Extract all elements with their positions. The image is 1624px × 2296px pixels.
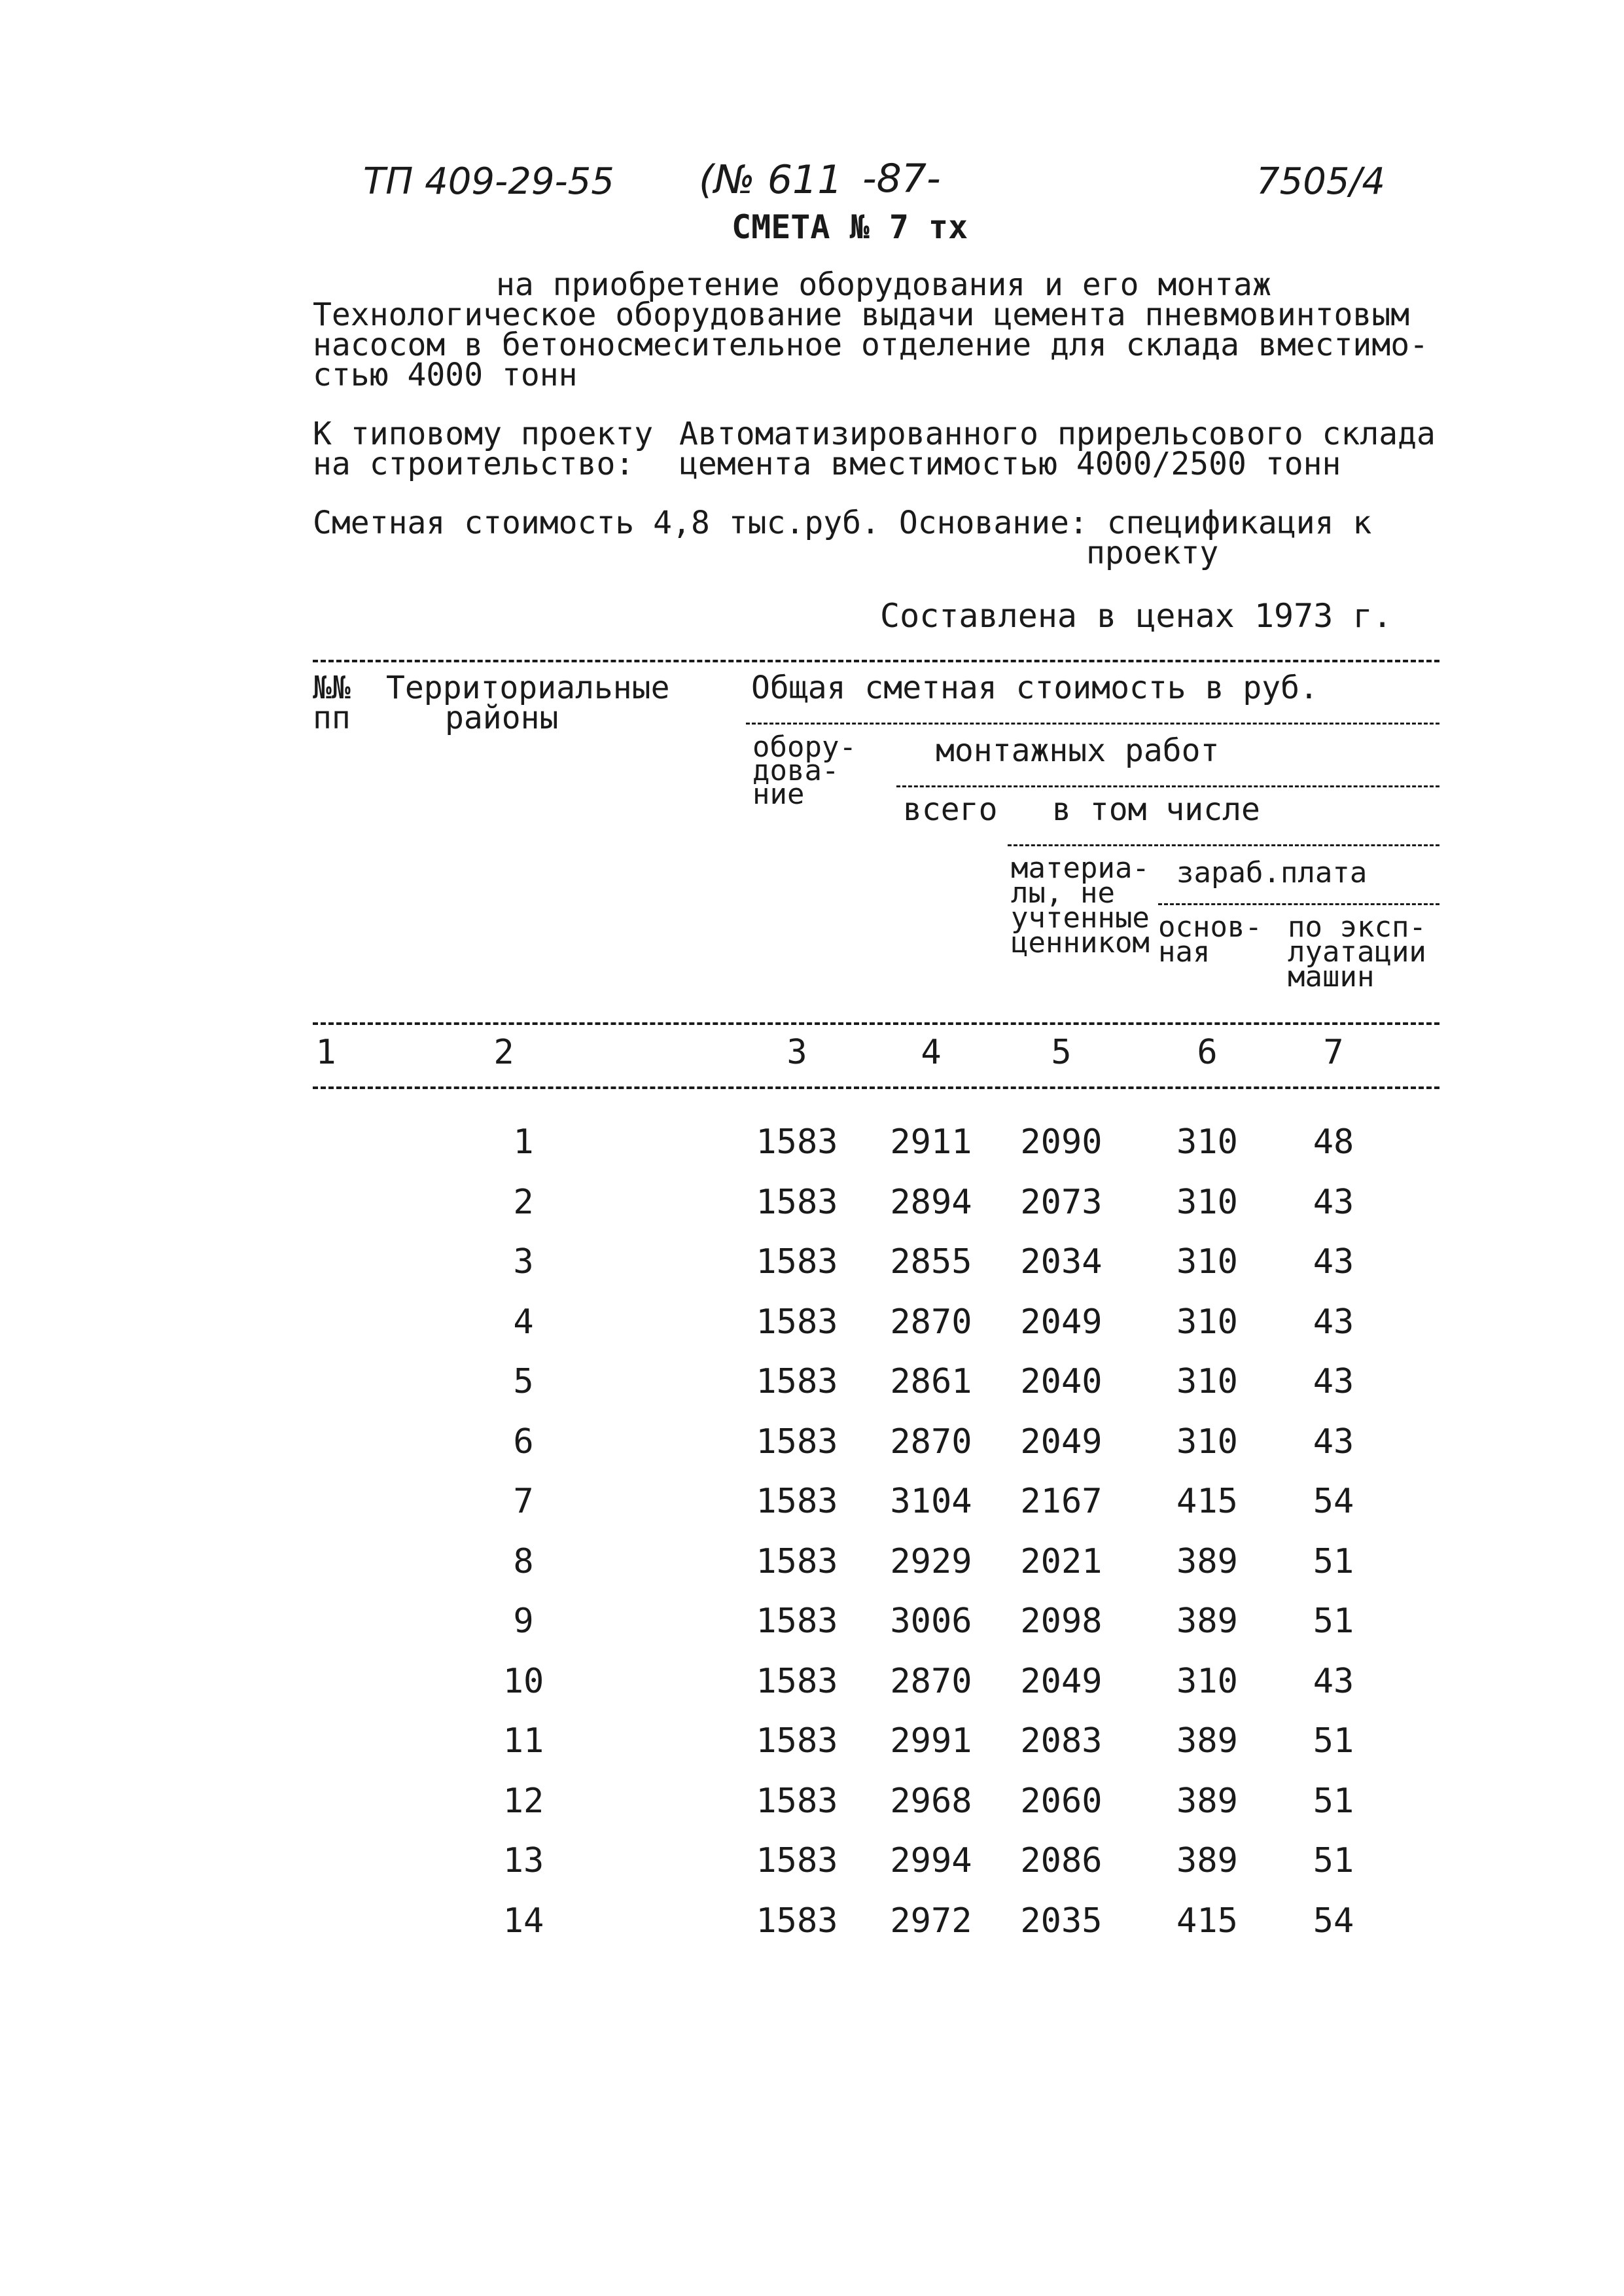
cell-machine-wage: 48 xyxy=(1313,1122,1354,1162)
cell-machine-wage: 43 xyxy=(1313,1661,1354,1701)
header-installation: монтажных работ xyxy=(936,732,1220,769)
cell-region: 11 xyxy=(503,1721,544,1761)
col-number-3: 3 xyxy=(786,1033,807,1072)
cell-basic-wage: 310 xyxy=(1176,1242,1238,1282)
doc-code: ТП 409-29-55 xyxy=(363,160,614,203)
header-rule-b xyxy=(896,785,1439,787)
col-number-2: 2 xyxy=(493,1033,514,1072)
cell-basic-wage: 310 xyxy=(1176,1182,1238,1222)
cell-machine-wage: 51 xyxy=(1313,1602,1354,1641)
cell-materials: 2086 xyxy=(1020,1841,1103,1880)
cell-basic-wage: 310 xyxy=(1176,1122,1238,1162)
cell-machine-wage: 43 xyxy=(1313,1422,1354,1462)
cell-equipment: 1583 xyxy=(756,1841,838,1880)
table-top-rule xyxy=(313,660,1439,662)
cell-materials: 2040 xyxy=(1020,1362,1103,1401)
description-line-1: Технологическое оборудование выдачи цемента пневмовинтовым xyxy=(313,296,1410,333)
cell-basic-wage: 389 xyxy=(1176,1841,1238,1880)
cell-region: 4 xyxy=(513,1302,534,1342)
cell-basic-wage: 415 xyxy=(1176,1482,1238,1521)
header-region: Территориальные районы xyxy=(386,670,670,736)
cell-machine-wage: 51 xyxy=(1313,1781,1354,1821)
purpose-line: на приобретение оборудования и его монтаж xyxy=(496,266,1271,303)
header-rule-a xyxy=(746,723,1439,725)
cell-materials: 2035 xyxy=(1020,1901,1103,1941)
cell-install-total: 3104 xyxy=(890,1482,972,1521)
cell-equipment: 1583 xyxy=(756,1901,838,1941)
cell-equipment: 1583 xyxy=(756,1422,838,1462)
cell-install-total: 2911 xyxy=(890,1122,972,1162)
cell-machine-wage: 51 xyxy=(1313,1841,1354,1880)
cell-materials: 2090 xyxy=(1020,1122,1103,1162)
cell-materials: 2083 xyxy=(1020,1721,1103,1761)
cell-equipment: 1583 xyxy=(756,1182,838,1222)
cell-region: 6 xyxy=(513,1422,534,1462)
cell-equipment: 1583 xyxy=(756,1602,838,1641)
cell-region: 9 xyxy=(513,1602,534,1641)
cell-machine-wage: 43 xyxy=(1313,1302,1354,1342)
prices-note: Составлена в ценах 1973 г. xyxy=(880,597,1392,635)
cell-materials: 2049 xyxy=(1020,1661,1103,1701)
cell-basic-wage: 415 xyxy=(1176,1901,1238,1941)
cell-materials: 2098 xyxy=(1020,1602,1103,1641)
header-equipment: обору- дова- ние xyxy=(752,730,856,811)
header-rule-c xyxy=(1008,844,1439,846)
cell-machine-wage: 51 xyxy=(1313,1541,1354,1581)
cell-equipment: 1583 xyxy=(756,1721,838,1761)
cell-install-total: 3006 xyxy=(890,1602,972,1641)
cell-basic-wage: 310 xyxy=(1176,1302,1238,1342)
header-basic-wage: основ- ная xyxy=(1158,910,1262,969)
cell-region: 3 xyxy=(513,1242,534,1282)
cell-materials: 2049 xyxy=(1020,1422,1103,1462)
cell-region: 13 xyxy=(503,1841,544,1880)
cell-machine-wage: 51 xyxy=(1313,1721,1354,1761)
project-value-2: цемента вместимостью 4000/2500 тонн xyxy=(679,446,1341,482)
cell-region: 1 xyxy=(513,1122,534,1162)
header-including: в том числе xyxy=(1052,791,1260,828)
header-total-cost: Общая сметная стоимость в руб. xyxy=(751,670,1318,706)
cell-region: 7 xyxy=(513,1482,534,1521)
cell-install-total: 2870 xyxy=(890,1661,972,1701)
project-value-1: Автоматизированного прирельсового склада xyxy=(679,416,1436,452)
cell-equipment: 1583 xyxy=(756,1122,838,1162)
cell-equipment: 1583 xyxy=(756,1302,838,1342)
header-rule-d xyxy=(1158,903,1439,905)
cell-equipment: 1583 xyxy=(756,1362,838,1401)
cell-install-total: 2894 xyxy=(890,1182,972,1222)
cell-basic-wage: 310 xyxy=(1176,1362,1238,1401)
col-number-5: 5 xyxy=(1051,1033,1072,1072)
cell-equipment: 1583 xyxy=(756,1661,838,1701)
header-materials: материа- лы, не учтенные ценником xyxy=(1011,852,1150,960)
col-number-1: 1 xyxy=(315,1033,336,1072)
cell-basic-wage: 389 xyxy=(1176,1541,1238,1581)
header-bottom-rule xyxy=(313,1022,1439,1025)
cell-install-total: 2870 xyxy=(890,1422,972,1462)
cell-materials: 2073 xyxy=(1020,1182,1103,1222)
col-number-4: 4 xyxy=(921,1033,942,1072)
cell-install-total: 2994 xyxy=(890,1841,972,1880)
cell-basic-wage: 389 xyxy=(1176,1602,1238,1641)
cell-materials: 2049 xyxy=(1020,1302,1103,1342)
cell-region: 5 xyxy=(513,1362,534,1401)
estimated-cost-cont: проекту xyxy=(1086,535,1219,571)
cell-basic-wage: 310 xyxy=(1176,1661,1238,1701)
cell-equipment: 1583 xyxy=(756,1482,838,1521)
project-label-1: К типовому проекту xyxy=(313,416,654,452)
cell-install-total: 2991 xyxy=(890,1721,972,1761)
cell-basic-wage: 389 xyxy=(1176,1721,1238,1761)
col-number-6: 6 xyxy=(1197,1033,1218,1072)
cell-machine-wage: 43 xyxy=(1313,1242,1354,1282)
cell-region: 8 xyxy=(513,1541,534,1581)
cell-install-total: 2855 xyxy=(890,1242,972,1282)
cell-region: 2 xyxy=(513,1182,534,1222)
cell-region: 14 xyxy=(503,1901,544,1941)
cell-install-total: 2870 xyxy=(890,1302,972,1342)
project-label-2: на строительство: xyxy=(313,446,635,482)
cell-basic-wage: 389 xyxy=(1176,1781,1238,1821)
header-total-install: всего xyxy=(903,791,998,828)
cell-install-total: 2972 xyxy=(890,1901,972,1941)
col-numbers-rule xyxy=(313,1086,1439,1089)
cell-materials: 2167 xyxy=(1020,1482,1103,1521)
sheet-number: 7505/4 xyxy=(1256,160,1386,203)
document-title: СМЕТА № 7 тх xyxy=(732,208,968,246)
header-num: №№ пп xyxy=(313,670,351,736)
cell-materials: 2034 xyxy=(1020,1242,1103,1282)
cell-materials: 2021 xyxy=(1020,1541,1103,1581)
col-number-7: 7 xyxy=(1323,1033,1344,1072)
description-line-2: насосом в бетоносмесительное отделение для склада вместимо- xyxy=(313,327,1429,363)
estimated-cost: Сметная стоимость 4,8 тыс.руб. Основание: спецификация к xyxy=(313,505,1372,541)
album-number: (№ 611 xyxy=(699,157,843,203)
cell-machine-wage: 54 xyxy=(1313,1901,1354,1941)
cell-install-total: 2861 xyxy=(890,1362,972,1401)
cell-region: 12 xyxy=(503,1781,544,1821)
cell-materials: 2060 xyxy=(1020,1781,1103,1821)
cell-equipment: 1583 xyxy=(756,1541,838,1581)
cell-install-total: 2929 xyxy=(890,1541,972,1581)
cell-equipment: 1583 xyxy=(756,1242,838,1282)
cell-basic-wage: 310 xyxy=(1176,1422,1238,1462)
page-number: -87- xyxy=(862,156,941,202)
cell-equipment: 1583 xyxy=(756,1781,838,1821)
header-machine-wage: по эксп- луатации машин xyxy=(1288,910,1426,994)
cell-install-total: 2968 xyxy=(890,1781,972,1821)
cell-machine-wage: 54 xyxy=(1313,1482,1354,1521)
description-line-3: стью 4000 тонн xyxy=(313,357,578,393)
cell-machine-wage: 43 xyxy=(1313,1182,1354,1222)
cell-machine-wage: 43 xyxy=(1313,1362,1354,1401)
header-wages: зараб.плата xyxy=(1176,856,1368,889)
cell-region: 10 xyxy=(503,1661,544,1701)
